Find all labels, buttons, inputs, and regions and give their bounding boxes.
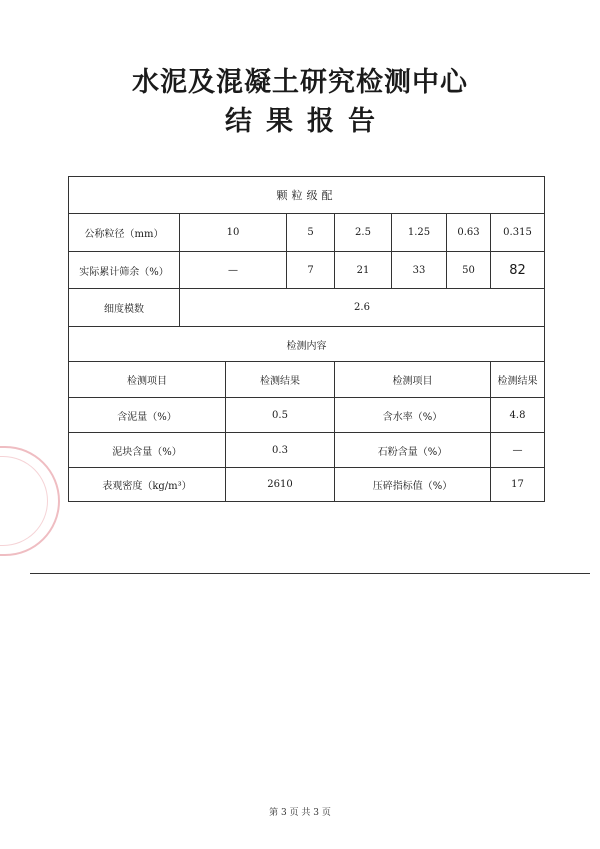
test-item: 含水率（%） xyxy=(335,398,491,433)
residue-row xyxy=(69,252,545,289)
test-item: 含泥量（%） xyxy=(69,398,226,433)
test-item: 压碎指标值（%） xyxy=(335,468,491,502)
col-result-header: 检测结果 xyxy=(226,362,335,398)
residue-cell: 33 xyxy=(392,252,447,289)
size-cell: 2.5 xyxy=(335,214,392,252)
test-row xyxy=(69,433,545,468)
grading-title: 颗粒级配 xyxy=(69,177,545,214)
size-label: 公称粒径（mm） xyxy=(69,214,180,252)
test-row xyxy=(69,398,545,433)
org-title: 水泥及混凝土研究检测中心 xyxy=(132,67,468,98)
residue-cell: — xyxy=(180,252,287,289)
divider-line xyxy=(30,573,590,574)
test-item: 泥块含量（%） xyxy=(69,433,226,468)
size-row xyxy=(69,214,545,252)
result-table xyxy=(68,176,545,502)
test-item: 石粉含量（%） xyxy=(335,433,491,468)
residue-cell: 50 xyxy=(447,252,491,289)
fineness-value: 2.6 xyxy=(180,289,545,327)
test-result: — xyxy=(491,433,545,468)
size-cell: 10 xyxy=(180,214,287,252)
residue-cell: 7 xyxy=(287,252,335,289)
fineness-label: 细度模数 xyxy=(69,289,180,327)
size-cell: 1.25 xyxy=(392,214,447,252)
residue-cell: 82 xyxy=(491,252,545,289)
test-result: 0.3 xyxy=(226,433,335,468)
residue-cell: 21 xyxy=(335,252,392,289)
col-item-header: 检测项目 xyxy=(335,362,491,398)
col-item-header: 检测项目 xyxy=(69,362,226,398)
size-cell: 0.63 xyxy=(447,214,491,252)
test-result: 4.8 xyxy=(491,398,545,433)
tests-header-row xyxy=(69,362,545,398)
tests-title: 检测内容 xyxy=(69,327,545,362)
fineness-row xyxy=(69,289,545,327)
test-row xyxy=(69,468,545,502)
test-item: 表观密度（kg/m³） xyxy=(69,468,226,502)
page-number: 第 3 页 共 3 页 xyxy=(269,808,331,818)
test-result: 17 xyxy=(491,468,545,502)
col-result-header: 检测结果 xyxy=(491,362,545,398)
test-result: 2610 xyxy=(226,468,335,502)
test-result: 0.5 xyxy=(226,398,335,433)
size-cell: 5 xyxy=(287,214,335,252)
size-cell: 0.315 xyxy=(491,214,545,252)
report-title: 结果报告 xyxy=(225,106,389,137)
residue-label: 实际累计筛余（%） xyxy=(69,252,180,289)
